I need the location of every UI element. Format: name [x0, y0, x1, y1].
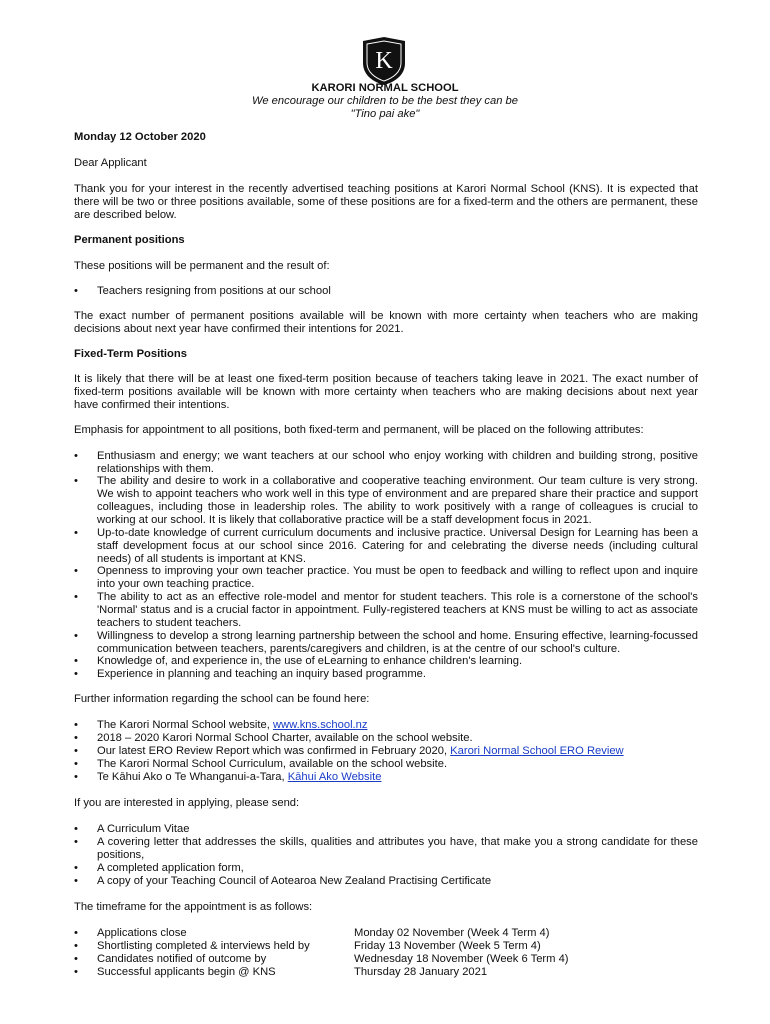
apply-item-text: A covering letter that addresses the skills, qualities and attributes you have, that make you a strong candidate for these positions, [97, 836, 698, 861]
apply-item-text: A Curriculum Vitae [97, 823, 190, 835]
bullet: • [74, 630, 78, 642]
list-item-text: Teachers resigning from positions at our school [97, 285, 331, 297]
timeframe-value: Thursday 28 January 2021 [354, 966, 488, 978]
school-motto: "Tino pai ake" [350, 108, 420, 120]
bullet: • [74, 527, 78, 539]
attribute-text: The ability and desire to work in a collaborative and cooperative teaching environment. Our team culture is very strong. We wish to appoint teachers who work well in this type of environment and are prepared share their practice and support colleagues, including those in leadership roles. The ability to work positively with a range of colleagues is crucial to working at our school. It is likely that collaborative practice will be a staff development focus in 2021. [97, 475, 698, 526]
bullet: • [74, 668, 78, 680]
bullet: • [74, 475, 78, 487]
attribute-text: The ability to act as an effective role-model and mentor for student teachers. This role is a cornerstone of the school's 'Normal' status and is a crucial factor in appointment. Fully-registered teachers at KNS must be willing to act as associate teachers to student teachers. [97, 591, 698, 629]
bullet: • [74, 953, 78, 965]
bullet: • [74, 285, 78, 297]
bullet: • [74, 745, 78, 757]
info-text: Our latest ERO Review Report which was confirmed in February 2020, [97, 745, 451, 757]
school-crest-icon [359, 35, 409, 87]
attribute-text: Experience in planning and teaching an inquiry based programme. [97, 668, 426, 680]
svg-text:K: K [375, 48, 393, 74]
bullet: • [74, 836, 78, 848]
bullet: • [74, 591, 78, 603]
kahui-ako-link[interactable]: Kāhui Ako Website [287, 771, 382, 783]
apply-item-text: A copy of your Teaching Council of Aotearoa New Zealand Practising Certificate [97, 875, 492, 887]
bullet: • [74, 927, 78, 939]
timeframe-row [74, 927, 698, 940]
bullet: • [74, 450, 78, 462]
timeframe-row [74, 966, 698, 979]
permanent-text: These positions will be permanent and the result of: [74, 260, 330, 272]
timeframe-value: Wednesday 18 November (Week 6 Term 4) [354, 953, 569, 965]
bullet: • [74, 732, 78, 744]
attribute-text: Willingness to develop a strong learning partnership between the school and home. Ensuring effective, learning-focussed communication between teachers, parents/caregivers and children, is at the centre of our school's culture. [97, 630, 698, 655]
bullet: • [74, 719, 78, 731]
kns-website-link[interactable]: www.kns.school.nz [272, 719, 368, 731]
bullet: • [74, 966, 78, 978]
bullet: • [74, 655, 78, 667]
bullet: • [74, 940, 78, 952]
permanent-note: The exact number of permanent positions available will be known with more certainty when teachers who are making decisions about next year have confirmed their intentions for 2021. [74, 310, 698, 335]
timeframe-label: Shortlisting completed & interviews held by [97, 940, 310, 952]
letter-date: Monday 12 October 2020 [74, 131, 206, 143]
attribute-text: Knowledge of, and experience in, the use of eLearning to enhance children's learning. [97, 655, 523, 667]
bullet: • [74, 823, 78, 835]
fixed-term-text: It is likely that there will be at least one fixed-term position because of teachers taking leave in 2021. The exact number of fixed-term positions available will be known with more certainty when teachers who are making decisions about next year have confirmed their intentions. [74, 373, 698, 411]
attribute-text: Up-to-date knowledge of current curriculum documents and inclusive practice. Universal Design for Learning has been a staff development focus at our school since 2016. Catering for and celebrating the diverse needs (including cultural needs) of all students is important at KNS. [97, 527, 698, 565]
timeframe-label: Applications close [97, 927, 187, 939]
bullet: • [74, 565, 78, 577]
bullet: • [74, 758, 78, 770]
intro-paragraph: Thank you for your interest in the recently advertised teaching positions at Karori Normal School (KNS). It is expected that there will be two or three positions available, some of these positions are for a fixed-term and the others are permanent, these are described below. [74, 183, 698, 221]
fixed-term-heading: Fixed-Term Positions [74, 348, 187, 360]
timeframe-value: Monday 02 November (Week 4 Term 4) [354, 927, 550, 939]
ero-review-link[interactable]: Karori Normal School ERO Review [450, 745, 624, 757]
bullet: • [74, 875, 78, 887]
bullet: • [74, 862, 78, 874]
info-text: The Karori Normal School website, [97, 719, 273, 731]
apply-item-text: A completed application form, [97, 862, 244, 874]
school-tagline: We encourage our children to be the best they can be [252, 95, 518, 107]
timeframe-text: The timeframe for the appointment is as follows: [74, 901, 313, 913]
further-info-text: Further information regarding the school can be found here: [74, 693, 370, 705]
info-text: The Karori Normal School Curriculum, available on the school website. [97, 758, 448, 770]
timeframe-label: Successful applicants begin @ KNS [97, 966, 276, 978]
bullet: • [74, 771, 78, 783]
timeframe-value: Friday 13 November (Week 5 Term 4) [354, 940, 541, 952]
timeframe-row [74, 940, 698, 953]
attribute-text: Enthusiasm and energy; we want teachers at our school who enjoy working with children and building strong, positive relationships with them. [97, 450, 698, 475]
emphasis-text: Emphasis for appointment to all positions, both fixed-term and permanent, will be placed on the following attributes: [74, 424, 644, 436]
timeframe-row [74, 953, 698, 966]
school-name: KARORI NORMAL SCHOOL [311, 82, 459, 94]
info-text: 2018 – 2020 Karori Normal School Charter, available on the school website. [97, 732, 473, 744]
permanent-heading: Permanent positions [74, 234, 185, 246]
apply-text: If you are interested in applying, please send: [74, 797, 300, 809]
attribute-text: Openness to improving your own teacher practice. You must be open to feedback and willing to reflect upon and inquire into your own teaching practice. [97, 565, 698, 590]
timeframe-label: Candidates notified of outcome by [97, 953, 267, 965]
info-text: Te Kāhui Ako o Te Whanganui-a-Tara, [97, 771, 288, 783]
salutation: Dear Applicant [74, 157, 147, 169]
